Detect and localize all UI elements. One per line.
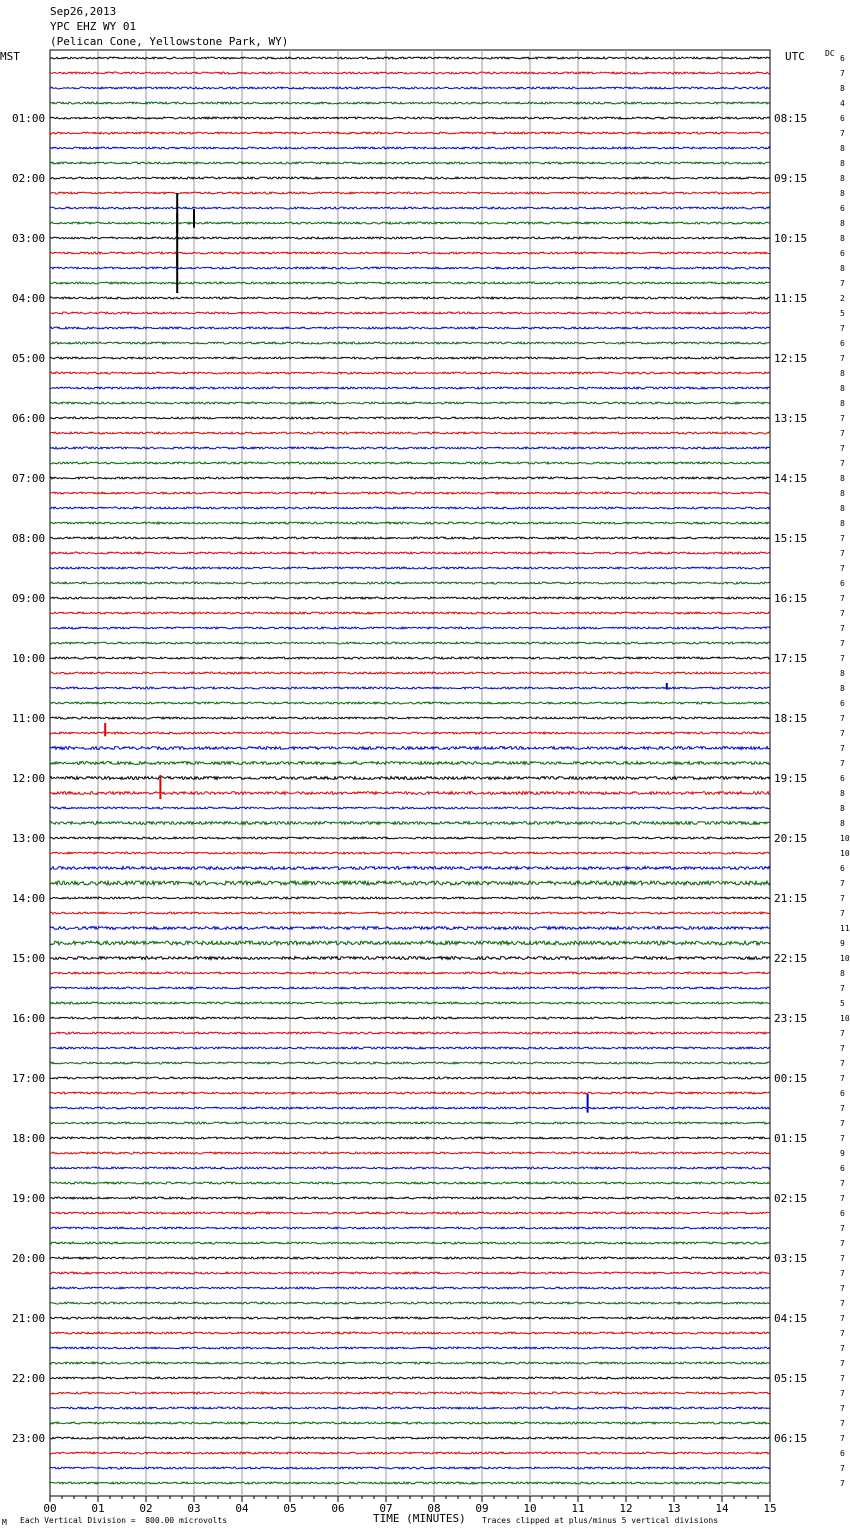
x-tick-label: 02 (139, 1502, 153, 1515)
dc-offset-14: 8 (840, 264, 845, 273)
dc-offset-33: 7 (840, 549, 845, 558)
dc-offset-51: 8 (840, 819, 845, 828)
dc-offset-5: 7 (840, 129, 845, 138)
trace-row-10 (50, 207, 770, 209)
trace-row-0 (50, 57, 770, 59)
utc-hour-label: 12:15 (774, 352, 808, 365)
trace-row-23 (50, 402, 770, 404)
dc-offset-39: 7 (840, 639, 845, 648)
dc-offset-43: 6 (840, 699, 845, 708)
x-axis-label: TIME (MINUTES) (373, 1512, 466, 1525)
dc-offset-86: 7 (840, 1344, 845, 1353)
dc-offset-4: 6 (840, 114, 845, 123)
dc-offset-61: 8 (840, 969, 845, 978)
x-tick-label: 03 (187, 1502, 201, 1515)
trace-row-18 (50, 327, 770, 329)
dc-offset-92: 7 (840, 1434, 845, 1443)
trace-row-9 (50, 192, 770, 194)
dc-offset-1: 7 (840, 69, 845, 78)
x-tick-label: 09 (475, 1502, 489, 1515)
utc-hour-label: 03:15 (774, 1252, 808, 1265)
mst-hour-label: 15:00 (12, 952, 46, 965)
utc-hour-label: 06:15 (774, 1432, 808, 1445)
trace-row-35 (50, 582, 770, 584)
dc-offset-47: 7 (840, 759, 845, 768)
trace-row-48 (50, 777, 770, 780)
dc-offset-25: 7 (840, 429, 845, 438)
dc-offset-91: 7 (840, 1419, 845, 1428)
trace-row-11 (50, 222, 770, 224)
utc-hour-label: 19:15 (774, 772, 808, 785)
mst-hour-label: 21:00 (12, 1312, 46, 1325)
dc-offset-10: 6 (840, 204, 845, 213)
trace-row-58 (50, 927, 770, 930)
x-tick-label: 00 (43, 1502, 57, 1515)
dc-offset-87: 7 (840, 1359, 845, 1368)
dc-offset-48: 6 (840, 774, 845, 783)
x-tick-label: 04 (235, 1502, 249, 1515)
x-tick-label: 13 (667, 1502, 681, 1515)
dc-offset-18: 7 (840, 324, 845, 333)
utc-hour-label: 21:15 (774, 892, 808, 905)
dc-offset-82: 7 (840, 1284, 845, 1293)
dc-offset-16: 2 (840, 294, 845, 303)
dc-offset-54: 6 (840, 864, 845, 873)
dc-offset-8: 8 (840, 174, 845, 183)
x-tick-label: 06 (331, 1502, 345, 1515)
dc-offset-58: 11 (840, 924, 850, 933)
dc-offset-83: 7 (840, 1299, 845, 1308)
utc-hour-label: 02:15 (774, 1192, 808, 1205)
trace-row-31 (50, 522, 770, 524)
trace-row-29 (50, 492, 770, 494)
dc-offset-2: 8 (840, 84, 845, 93)
utc-hour-label: 08:15 (774, 112, 808, 125)
trace-row-70 (50, 1107, 770, 1109)
dc-offset-7: 8 (840, 159, 845, 168)
trace-row-13 (50, 252, 770, 254)
trace-row-22 (50, 387, 770, 389)
dc-offset-75: 7 (840, 1179, 845, 1188)
utc-hour-label: 05:15 (774, 1372, 808, 1385)
dc-offset-88: 7 (840, 1374, 845, 1383)
trace-row-36 (50, 597, 770, 599)
trace-row-28 (50, 477, 770, 479)
dc-offset-22: 8 (840, 384, 845, 393)
dc-offset-29: 8 (840, 489, 845, 498)
utc-hour-label: 09:15 (774, 172, 808, 185)
trace-row-63 (50, 1002, 770, 1004)
x-tick-label: 05 (283, 1502, 297, 1515)
trace-row-94 (50, 1467, 770, 1469)
trace-row-34 (50, 567, 770, 569)
mst-hour-label: 05:00 (12, 352, 46, 365)
dc-offset-50: 8 (840, 804, 845, 813)
dc-offset-11: 8 (840, 219, 845, 228)
dc-offset-74: 6 (840, 1164, 845, 1173)
utc-hour-label: 18:15 (774, 712, 808, 725)
trace-row-43 (50, 702, 770, 704)
trace-row-85 (50, 1332, 770, 1334)
trace-row-64 (50, 1017, 770, 1019)
utc-hour-label: 00:15 (774, 1072, 808, 1085)
trace-row-61 (50, 972, 770, 974)
trace-row-15 (50, 282, 770, 284)
dc-offset-62: 7 (840, 984, 845, 993)
dc-offset-12: 8 (840, 234, 845, 243)
dc-offset-95: 7 (840, 1479, 845, 1488)
trace-row-51 (50, 822, 770, 825)
mst-hour-label: 08:00 (12, 532, 46, 545)
trace-row-91 (50, 1422, 770, 1424)
trace-row-49 (50, 792, 770, 795)
dc-offset-30: 8 (840, 504, 845, 513)
dc-offset-89: 7 (840, 1389, 845, 1398)
trace-row-40 (50, 657, 770, 659)
dc-offset-21: 8 (840, 369, 845, 378)
scale-mark: M (2, 1518, 7, 1527)
dc-offset-49: 8 (840, 789, 845, 798)
mst-hour-label: 02:00 (12, 172, 46, 185)
trace-row-93 (50, 1452, 770, 1454)
dc-offset-60: 10 (840, 954, 850, 963)
trace-row-47 (50, 762, 770, 765)
dc-offset-28: 8 (840, 474, 845, 483)
right-timezone-label: UTC (785, 50, 805, 63)
mst-hour-label: 18:00 (12, 1132, 46, 1145)
trace-row-27 (50, 462, 770, 464)
trace-row-87 (50, 1362, 770, 1364)
mst-hour-label: 23:00 (12, 1432, 46, 1445)
left-timezone-label: MST (0, 50, 20, 63)
mst-hour-label: 16:00 (12, 1012, 46, 1025)
trace-row-24 (50, 417, 770, 419)
utc-hour-label: 04:15 (774, 1312, 808, 1325)
plot-frame (50, 50, 770, 1496)
mst-hour-label: 04:00 (12, 292, 46, 305)
trace-row-5 (50, 132, 770, 134)
dc-offset-65: 7 (840, 1029, 845, 1038)
trace-row-92 (50, 1437, 770, 1439)
dc-offset-93: 6 (840, 1449, 845, 1458)
mst-hour-label: 01:00 (12, 112, 46, 125)
trace-row-67 (50, 1062, 770, 1064)
station-location: (Pelican Cone, Yellowstone Park, WY) (50, 35, 289, 48)
mst-hour-label: 20:00 (12, 1252, 46, 1265)
trace-row-44 (50, 717, 770, 719)
dc-offset-59: 9 (840, 939, 845, 948)
dc-offset-36: 7 (840, 594, 845, 603)
dc-offset-17: 5 (840, 309, 845, 318)
plot-date: Sep26,2013 (50, 5, 117, 18)
trace-row-26 (50, 447, 770, 449)
dc-offset-66: 7 (840, 1044, 845, 1053)
dc-offset-37: 7 (840, 609, 845, 618)
trace-row-17 (50, 312, 770, 314)
trace-row-1 (50, 72, 770, 74)
trace-row-68 (50, 1077, 770, 1079)
dc-offset-46: 7 (840, 744, 845, 753)
clip-note: Traces clipped at plus/minus 5 vertical divisions (482, 1516, 719, 1525)
dc-offset-70: 7 (840, 1104, 845, 1113)
dc-offset-53: 10 (840, 849, 850, 858)
trace-row-38 (50, 627, 770, 629)
dc-offset-44: 7 (840, 714, 845, 723)
dc-offset-52: 10 (840, 834, 850, 843)
trace-row-81 (50, 1272, 770, 1274)
trace-row-95 (50, 1482, 770, 1484)
trace-row-80 (50, 1257, 770, 1259)
trace-row-4 (50, 117, 770, 119)
trace-row-33 (50, 552, 770, 554)
dc-offset-19: 6 (840, 339, 845, 348)
dc-offset-90: 7 (840, 1404, 845, 1413)
trace-row-45 (50, 732, 770, 734)
trace-row-12 (50, 237, 770, 239)
trace-row-39 (50, 642, 770, 644)
trace-row-14 (50, 267, 770, 269)
dc-offset-15: 7 (840, 279, 845, 288)
trace-row-42 (50, 687, 770, 689)
x-tick-label: 14 (715, 1502, 729, 1515)
dc-offset-13: 6 (840, 249, 845, 258)
dc-offset-64: 10 (840, 1014, 850, 1023)
mst-hour-label: 14:00 (12, 892, 46, 905)
trace-row-57 (50, 912, 770, 914)
dc-offset-81: 7 (840, 1269, 845, 1278)
utc-hour-label: 10:15 (774, 232, 808, 245)
dc-offset-6: 8 (840, 144, 845, 153)
x-tick-label: 10 (523, 1502, 537, 1515)
mst-hour-label: 06:00 (12, 412, 46, 425)
trace-row-73 (50, 1152, 770, 1154)
x-tick-label: 12 (619, 1502, 633, 1515)
trace-row-59 (50, 941, 770, 945)
dc-offset-79: 7 (840, 1239, 845, 1248)
utc-hour-label: 13:15 (774, 412, 808, 425)
mst-hour-label: 07:00 (12, 472, 46, 485)
dc-offset-77: 6 (840, 1209, 845, 1218)
utc-hour-label: 20:15 (774, 832, 808, 845)
dc-offset-71: 7 (840, 1119, 845, 1128)
scale-note: Each Vertical Division = 800.00 microvolts (20, 1516, 228, 1525)
dc-offset-76: 7 (840, 1194, 845, 1203)
trace-row-50 (50, 807, 770, 809)
dc-offset-63: 5 (840, 999, 845, 1008)
trace-row-20 (50, 357, 770, 359)
x-tick-label: 08 (427, 1502, 441, 1515)
trace-row-52 (50, 837, 770, 839)
trace-row-84 (50, 1317, 770, 1319)
dc-offset-32: 7 (840, 534, 845, 543)
dc-offset-73: 9 (840, 1149, 845, 1158)
trace-row-6 (50, 147, 770, 149)
trace-row-79 (50, 1242, 770, 1244)
utc-hour-label: 17:15 (774, 652, 808, 665)
trace-row-53 (50, 852, 770, 854)
trace-row-21 (50, 372, 770, 374)
trace-row-8 (50, 177, 770, 179)
mst-hour-label: 13:00 (12, 832, 46, 845)
utc-hour-label: 16:15 (774, 592, 808, 605)
trace-row-60 (50, 957, 770, 960)
trace-row-76 (50, 1197, 770, 1199)
dc-offset-3: 4 (840, 99, 845, 108)
dc-offset-40: 7 (840, 654, 845, 663)
utc-hour-label: 11:15 (774, 292, 808, 305)
dc-offset-41: 8 (840, 669, 845, 678)
trace-row-54 (50, 867, 770, 870)
utc-hour-label: 22:15 (774, 952, 808, 965)
dc-offset-35: 6 (840, 579, 845, 588)
trace-row-69 (50, 1092, 770, 1094)
mst-hour-label: 19:00 (12, 1192, 46, 1205)
trace-row-86 (50, 1347, 770, 1349)
dc-offset-72: 7 (840, 1134, 845, 1143)
trace-row-78 (50, 1227, 770, 1229)
trace-row-30 (50, 507, 770, 509)
trace-row-83 (50, 1302, 770, 1304)
trace-row-82 (50, 1287, 770, 1289)
dc-offset-9: 8 (840, 189, 845, 198)
trace-row-74 (50, 1167, 770, 1169)
dc-offset-26: 7 (840, 444, 845, 453)
dc-offset-56: 7 (840, 894, 845, 903)
utc-hour-label: 14:15 (774, 472, 808, 485)
trace-row-16 (50, 297, 770, 299)
mst-hour-label: 03:00 (12, 232, 46, 245)
dc-offset-23: 8 (840, 399, 845, 408)
station-name: YPC EHZ WY 01 (50, 20, 137, 33)
trace-row-3 (50, 102, 770, 104)
dc-offset-0: 6 (840, 54, 845, 63)
trace-row-89 (50, 1392, 770, 1394)
mst-hour-label: 09:00 (12, 592, 46, 605)
utc-hour-label: 23:15 (774, 1012, 808, 1025)
mst-hour-label: 10:00 (12, 652, 46, 665)
trace-row-32 (50, 537, 770, 539)
trace-row-7 (50, 162, 770, 164)
trace-row-71 (50, 1122, 770, 1124)
dc-offset-31: 8 (840, 519, 845, 528)
dc-label: DC (825, 49, 835, 58)
dc-offset-24: 7 (840, 414, 845, 423)
trace-row-2 (50, 87, 770, 89)
mst-hour-label: 22:00 (12, 1372, 46, 1385)
trace-row-72 (50, 1137, 770, 1139)
dc-offset-42: 8 (840, 684, 845, 693)
trace-row-88 (50, 1377, 770, 1379)
x-tick-label: 01 (91, 1502, 105, 1515)
trace-row-37 (50, 612, 770, 614)
dc-offset-78: 7 (840, 1224, 845, 1233)
trace-row-77 (50, 1212, 770, 1214)
trace-row-56 (50, 897, 770, 899)
utc-hour-label: 01:15 (774, 1132, 808, 1145)
trace-row-46 (50, 747, 770, 750)
trace-row-55 (50, 881, 770, 885)
dc-offset-57: 7 (840, 909, 845, 918)
trace-row-66 (50, 1047, 770, 1049)
dc-offset-85: 7 (840, 1329, 845, 1338)
trace-row-75 (50, 1182, 770, 1184)
dc-offset-20: 7 (840, 354, 845, 363)
x-tick-label: 11 (571, 1502, 585, 1515)
utc-hour-label: 15:15 (774, 532, 808, 545)
dc-offset-68: 7 (840, 1074, 845, 1083)
dc-offset-45: 7 (840, 729, 845, 738)
trace-row-19 (50, 342, 770, 344)
trace-row-25 (50, 432, 770, 434)
dc-offset-34: 7 (840, 564, 845, 573)
dc-offset-27: 7 (840, 459, 845, 468)
dc-offset-80: 7 (840, 1254, 845, 1263)
dc-offset-55: 7 (840, 879, 845, 888)
dc-offset-38: 7 (840, 624, 845, 633)
trace-row-62 (50, 987, 770, 989)
trace-row-65 (50, 1032, 770, 1034)
trace-row-41 (50, 672, 770, 674)
dc-offset-94: 7 (840, 1464, 845, 1473)
x-tick-label: 07 (379, 1502, 393, 1515)
mst-hour-label: 12:00 (12, 772, 46, 785)
trace-row-90 (50, 1407, 770, 1409)
dc-offset-67: 7 (840, 1059, 845, 1068)
mst-hour-label: 17:00 (12, 1072, 46, 1085)
dc-offset-84: 7 (840, 1314, 845, 1323)
mst-hour-label: 11:00 (12, 712, 46, 725)
x-tick-label: 15 (763, 1502, 777, 1515)
dc-offset-69: 6 (840, 1089, 845, 1098)
